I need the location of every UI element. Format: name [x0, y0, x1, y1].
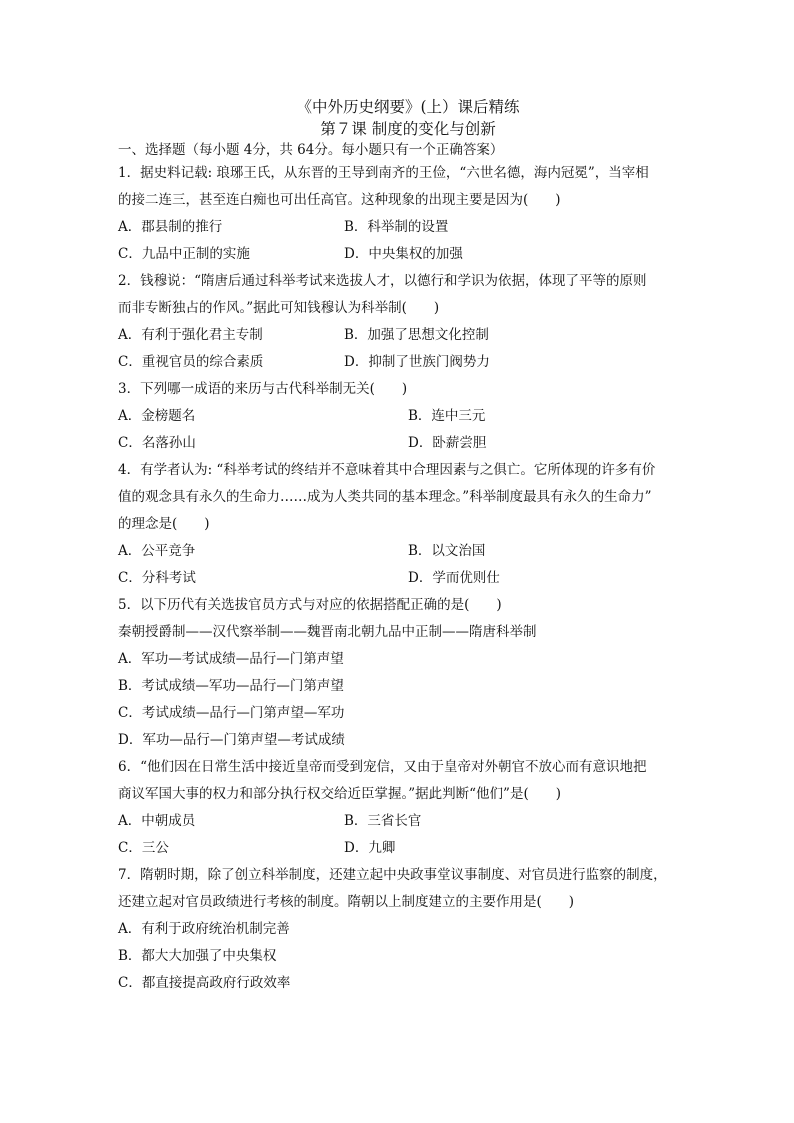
option-c: C．考试成绩—品行—门第声望—军功 — [118, 705, 345, 721]
option-c: C．都直接提高政府行政效率 — [118, 975, 291, 991]
option-c: C．三公 — [118, 840, 169, 856]
question-stem-line: 7．隋朝时期，除了创立科举制度，还建立起中央政事堂议事制度、对官员进行监察的制度， — [118, 867, 667, 883]
option-b: B．考试成绩—军功—品行—门第声望 — [118, 678, 344, 694]
option-row — [118, 403, 698, 430]
option-d: D．九卿 — [344, 840, 396, 856]
option-d: D．学而优则仕 — [408, 570, 500, 586]
option-c: C．分科考试 — [118, 570, 196, 586]
option-c: C．九品中正制的实施 — [118, 246, 250, 262]
option-c: C．重视官员的综合素质 — [118, 354, 264, 370]
option-b: B．科举制的设置 — [344, 219, 449, 235]
question-stem-line: 商议军国大事的权力和部分执行权交给近臣掌握。”据此判断“他们”是( ) — [118, 786, 561, 802]
lesson-title: 第７课 制度的变化与创新 — [320, 120, 496, 138]
question-2 — [118, 268, 698, 376]
question-stem-line: 2．钱穆说：“隋唐后通过科举考试来选拔人才，以德行和学识为依据，体现了平等的原则 — [118, 273, 647, 289]
option-a: A．有利于强化君主专制 — [118, 327, 263, 343]
question-stem-line: 3．下列哪一成语的来历与古代科举制无关( ) — [118, 381, 408, 397]
option-row — [118, 214, 698, 241]
option-a: A．公平竞争 — [118, 543, 196, 559]
question-5 — [118, 592, 698, 754]
option-a: A．有利于政府统治机制完善 — [118, 921, 290, 937]
option-b: B．都大大加强了中央集权 — [118, 948, 277, 964]
question-stem-line: 值的观念具有永久的生命力……成为人类共同的基本理念。”科举制度最具有永久的生命力” — [118, 489, 652, 505]
question-stem-line: 秦朝授爵制——汉代察举制——魏晋南北朝九品中正制——隋唐科举制 — [118, 624, 537, 640]
question-6 — [118, 754, 698, 862]
option-row — [118, 430, 698, 457]
question-stem-line: 还建立起对官员政绩进行考核的制度。隋朝以上制度建立的主要作用是( ) — [118, 894, 575, 910]
option-row — [118, 322, 698, 349]
option-d: D．卧薪尝胆 — [408, 435, 487, 451]
option-row — [118, 808, 698, 835]
question-7 — [118, 862, 698, 997]
question-stem-line: 而非专断独占的作风。”据此可知钱穆认为科举制( ) — [118, 300, 440, 316]
question-stem-line: 4．有学者认为: “科举考试的终结并不意味着其中合理因素与之俱亡。它所体现的许多有价 — [118, 462, 656, 478]
worksheet-title: 《中外历史纲要》(上）课后精练 — [296, 98, 520, 116]
option-b: B．加强了思想文化控制 — [344, 327, 489, 343]
option-row — [118, 565, 698, 592]
option-row — [118, 241, 698, 268]
question-stem-line: 的理念是( ) — [118, 516, 210, 532]
option-b: B．连中三元 — [408, 408, 486, 424]
option-c: C．名落孙山 — [118, 435, 196, 451]
question-1 — [118, 160, 698, 268]
question-stem-line: 1．据史料记载: 琅琊王氏，从东晋的王导到南齐的王俭，“六世名德，海内冠冕”，当宰相 — [118, 165, 649, 181]
option-d: D．抑制了世族门阀势力 — [344, 354, 490, 370]
question-stem-line: 5．以下历代有关选拔官员方式与对应的依据搭配正确的是( ) — [118, 597, 502, 613]
option-b: B．以文治国 — [408, 543, 486, 559]
section-heading: 一、选择题（每小题 4分，共 64分。每小题只有一个正确答案） — [118, 142, 504, 158]
question-3 — [118, 376, 698, 457]
question-stem-line: 6．“他们因在日常生活中接近皇帝而受到宠信，又由于皇帝对外朝官不放心而有意识地把 — [118, 759, 647, 775]
option-row — [118, 835, 698, 862]
question-4 — [118, 457, 698, 592]
option-b: B．三省长官 — [344, 813, 422, 829]
option-row — [118, 349, 698, 376]
option-row — [118, 538, 698, 565]
option-d: D．军功—品行—门第声望—考试成绩 — [118, 732, 345, 748]
option-a: A．金榜题名 — [118, 408, 196, 424]
option-d: D．中央集权的加强 — [344, 246, 463, 262]
option-a: A．军功—考试成绩—品行—门第声望 — [118, 651, 344, 667]
option-a: A．郡县制的推行 — [118, 219, 223, 235]
option-a: A．中朝成员 — [118, 813, 196, 829]
worksheet-page — [118, 96, 698, 997]
question-stem-line: 的接二连三，甚至连白痴也可出任高官。这种现象的出现主要是因为( ) — [118, 192, 561, 208]
